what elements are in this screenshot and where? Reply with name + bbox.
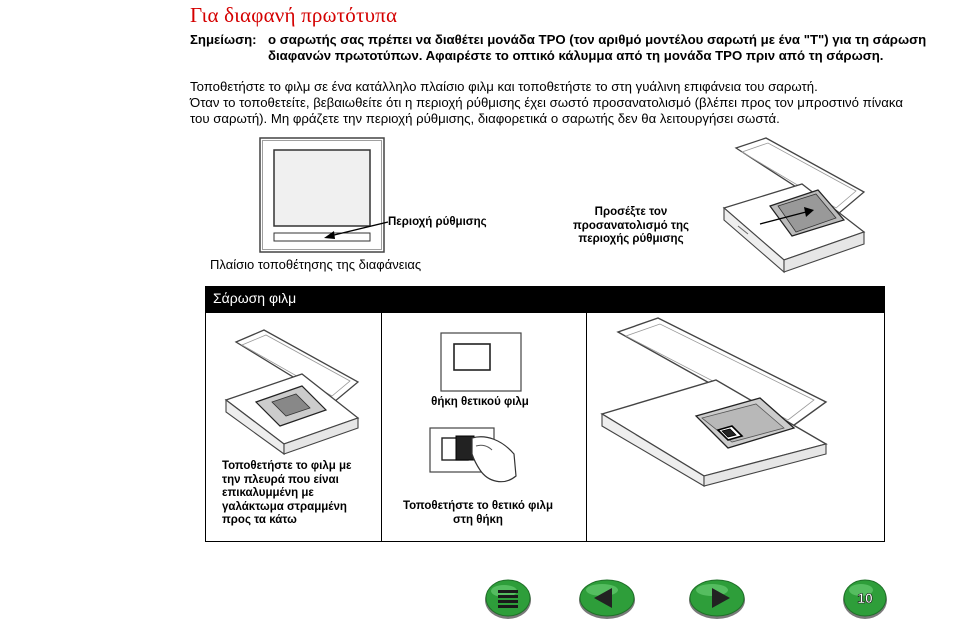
panel-divider — [381, 313, 382, 541]
frame-caption: Πλαίσιο τοποθέτησης της διαφάνειας — [210, 257, 422, 272]
step1-label: Τοποθετήστε το φιλμ με την πλευρά που είναι επικαλυμμένη με γαλάκτωμα στραμμένη προς τα κάτω — [222, 460, 352, 526]
orientation-arrow — [760, 206, 820, 230]
film-scan-heading: Σάρωση φιλμ — [205, 286, 885, 313]
page-title: Για διαφανή πρωτότυπα — [190, 3, 398, 27]
panel-divider — [586, 313, 587, 541]
holder-label: θήκη θετικού φιλμ — [431, 396, 529, 408]
note-text: ο σαρωτής σας πρέπει να διαθέτει μονάδα TPO (τον αριθμό μοντέλου σαρωτή με ένα "T") για τη σάρωση διαφανών πρωτοτύπων. Αφαιρέστε το οπτικό κάλυμμα από τη μονάδα TPO πριν από τη σάρωση. — [268, 32, 927, 63]
film-holder-illustration — [440, 332, 522, 392]
page-number-badge — [842, 578, 888, 620]
forward-button[interactable] — [688, 578, 746, 620]
menu-button[interactable] — [484, 578, 532, 620]
calibration-arrow — [320, 220, 390, 240]
scanner-illustration-step1 — [222, 328, 362, 454]
back-button[interactable] — [578, 578, 636, 620]
instructions — [190, 79, 910, 127]
note-label: Σημείωση: — [190, 32, 257, 47]
scanner-illustration-step2 — [598, 316, 830, 486]
instruction-p2: Όταν το τοποθετείτε, βεβαιωθείτε ότι η περιοχή ρύθμισης έχει σωστό προσανατολισμό (βλέπει προς τον μπροστινό πίνακα του σαρωτή). Μη φράζετε την περιοχή ρύθμισης, διαφορετικά ο σαρωτής δεν θα λειτουργήσει σωστά. — [190, 95, 903, 126]
orientation-label: Προσέξτε τον προσανατολισμό της περιοχής ρύθμισης — [572, 206, 690, 245]
calibration-label: Περιοχή ρύθμισης — [388, 216, 487, 228]
page-number: 10 — [857, 590, 873, 606]
hand-placing-slide-illustration — [428, 420, 520, 490]
instruction-p1: Τοποθετήστε το φιλμ σε ένα κατάλληλο πλαίσιο φιλμ και τοποθετήστε το στη γυάλινη επιφάνεια του σαρωτή. — [190, 79, 818, 94]
step2-label: Τοποθετήστε το θετικό φιλμ στη θήκη — [402, 500, 553, 526]
navigation-bar — [0, 548, 960, 644]
